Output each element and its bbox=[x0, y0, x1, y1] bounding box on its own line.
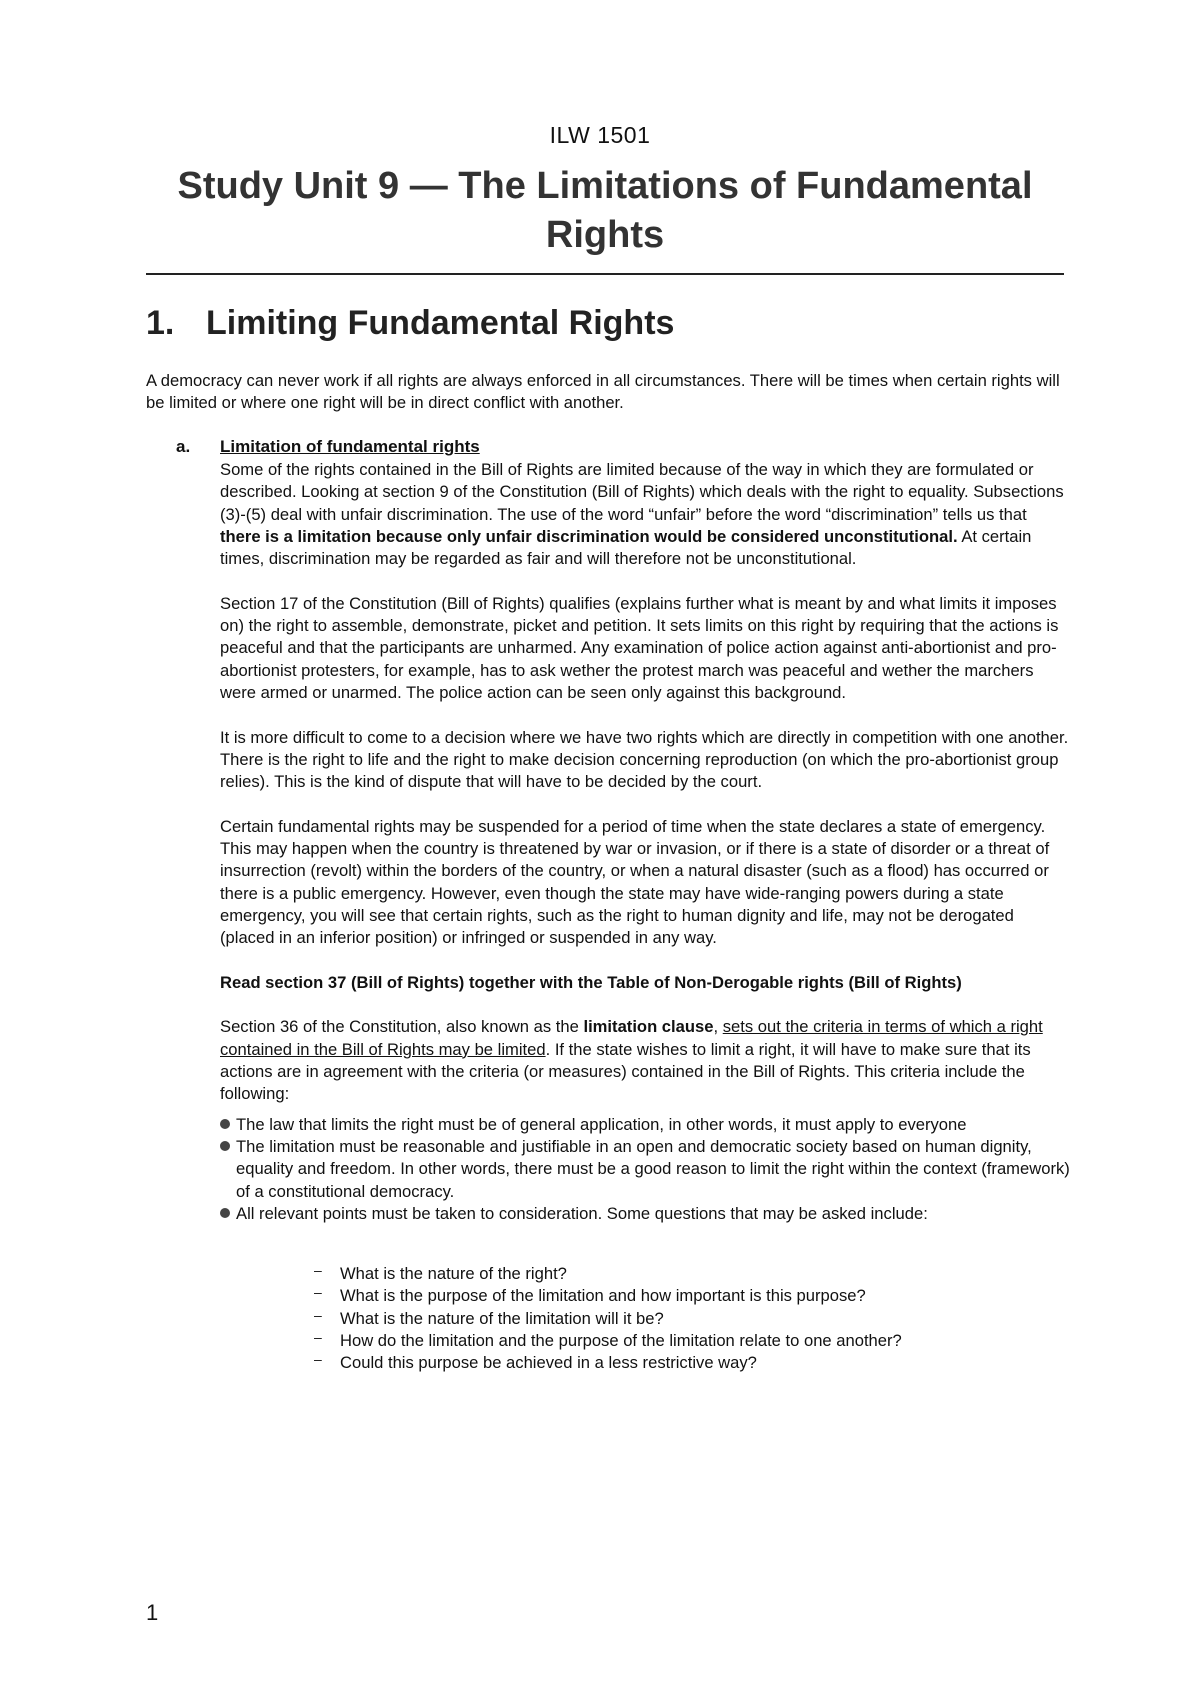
list-item bbox=[314, 1306, 1070, 1330]
paragraph-competing-rights: It is more difficult to come to a decision where we have two rights which are directly in competition with one another. There is the right to life and the right to make decision concerning reproduction (on which the pro-abortionist group relies). This is the kind of dispute that will have to be decided by the court. bbox=[220, 727, 1069, 792]
subsection-letter: a. bbox=[176, 437, 191, 456]
spacer bbox=[220, 1225, 1070, 1263]
p6-underlined-text: sets out the criteria in terms of which a right contained in the Bill of Rights may be limited bbox=[220, 1017, 1043, 1059]
page-number: 1 bbox=[146, 1600, 159, 1625]
list-item bbox=[236, 1114, 1070, 1136]
course-code: ILW 1501 bbox=[549, 122, 651, 148]
section-heading bbox=[146, 304, 674, 343]
paragraph-read-instruction: Read section 37 (Bill of Rights) together with the Table of Non-Derogable rights (Bill of Rights) bbox=[220, 972, 962, 992]
paragraph-equality bbox=[220, 459, 1070, 570]
dash-icon: – bbox=[314, 1262, 322, 1279]
list-item bbox=[236, 1136, 1070, 1203]
criteria-text: The limitation must be reasonable and justifiable in an open and democratic society based on human dignity, equality and freedom. In other words, there must be a good reason to limit the right within the context (framework) of a constitutional democracy. bbox=[236, 1136, 1070, 1201]
bullet-icon bbox=[220, 1119, 230, 1129]
p6-comma: , bbox=[713, 1017, 723, 1037]
dash-icon: – bbox=[314, 1328, 322, 1345]
dash-icon: – bbox=[314, 1351, 322, 1368]
p6-text-end: . If the state wishes to limit a right, it will have to make sure that its actions are in agreement with the criteria (or measures) contained in the Bill of Rights. This criteria include the following: bbox=[220, 1039, 1031, 1104]
p1-text-start: Some of the rights contained in the Bill of Rights are limited because of the way in which they are formulated or described. Looking at section 9 of the Constitution (Bill of Rights) which deals with the right to equality. Subsections (3)-(5) deal with unfair discrimination. The use of the word “unfair” before the word “discrimination” tells us that bbox=[220, 460, 1064, 524]
bullet-icon bbox=[220, 1208, 230, 1218]
p1-text-end: At certain times, discrimination may be regarded as fair and will therefore not be unconstitutional. bbox=[220, 526, 1032, 569]
criteria-list bbox=[220, 1114, 1070, 1225]
subsection-body bbox=[220, 459, 1070, 1375]
list-item bbox=[314, 1262, 1070, 1285]
criteria-text: The law that limits the right must be of general application, in other words, it must apply to everyone bbox=[236, 1114, 967, 1134]
list-item bbox=[236, 1203, 1070, 1225]
subsection-title: Limitation of fundamental rights bbox=[220, 437, 480, 456]
subsection-heading bbox=[176, 437, 480, 457]
paragraph-assembly: Section 17 of the Constitution (Bill of Rights) qualifies (explains further what is meant by and what limits it imposes on) the right to assemble, demonstrate, picket and petition. It sets limits on this right by requiring that the actions is peaceful and that the participants are unharmed. Any examination of police action against anti-abortionist and pro-abortionist protesters, for example, has to ask wether the protest march was peaceful and wether the marchers were armed or unarmed. The police action can be seen only against this background. bbox=[220, 593, 1059, 702]
p6-bold-term: limitation clause bbox=[583, 1017, 714, 1037]
question-text: How do the limitation and the purpose of the limitation relate to one another? bbox=[340, 1330, 902, 1350]
questions-list bbox=[220, 1263, 1070, 1374]
question-text: What is the purpose of the limitation and how important is this purpose? bbox=[340, 1286, 866, 1306]
question-text: What is the nature of the limitation will it be? bbox=[340, 1308, 664, 1328]
question-text: Could this purpose be achieved in a less restrictive way? bbox=[340, 1353, 757, 1373]
page-title: Study Unit 9 — The Limitations of Fundamental Rights bbox=[177, 165, 1033, 256]
question-text: What is the nature of the right? bbox=[340, 1264, 567, 1284]
bullet-icon bbox=[220, 1141, 230, 1151]
section-number: 1. bbox=[146, 304, 175, 342]
paragraph-limitation-clause bbox=[220, 1016, 1070, 1105]
section-title: Limiting Fundamental Rights bbox=[206, 304, 675, 342]
dash-icon: – bbox=[314, 1284, 322, 1301]
list-item bbox=[314, 1284, 1070, 1307]
list-item bbox=[314, 1328, 1070, 1352]
p6-text-start: Section 36 of the Constitution, also known as the bbox=[220, 1017, 584, 1037]
dash-icon: – bbox=[314, 1306, 322, 1323]
list-item bbox=[314, 1351, 1070, 1374]
p1-bold-text: there is a limitation because only unfair discrimination would be considered unconstitutional. bbox=[220, 526, 958, 546]
paragraph-emergency: Certain fundamental rights may be suspended for a period of time when the state declares a state of emergency. This may happen when the country is threatened by war or invasion, or if there is a state of disorder or a threat of insurrection (revolt) within the borders of the country, or when a natural disaster (such as a flood) has occurred or there is a public emergency. However, even though the state may have wide-ranging powers during a state emergency, you will see that certain rights, such as the right to human dignity and life, may not be derogated (placed in an inferior position) or infringed or suspended in any way. bbox=[220, 816, 1050, 948]
intro-paragraph: A democracy can never work if all rights are always enforced in all circumstances. There will be times when certain rights will be limited or where one right will be in direct conflict with another. bbox=[146, 371, 1060, 413]
criteria-text: All relevant points must be taken to consideration. Some questions that may be asked include: bbox=[236, 1203, 928, 1223]
title-divider bbox=[146, 273, 1064, 275]
